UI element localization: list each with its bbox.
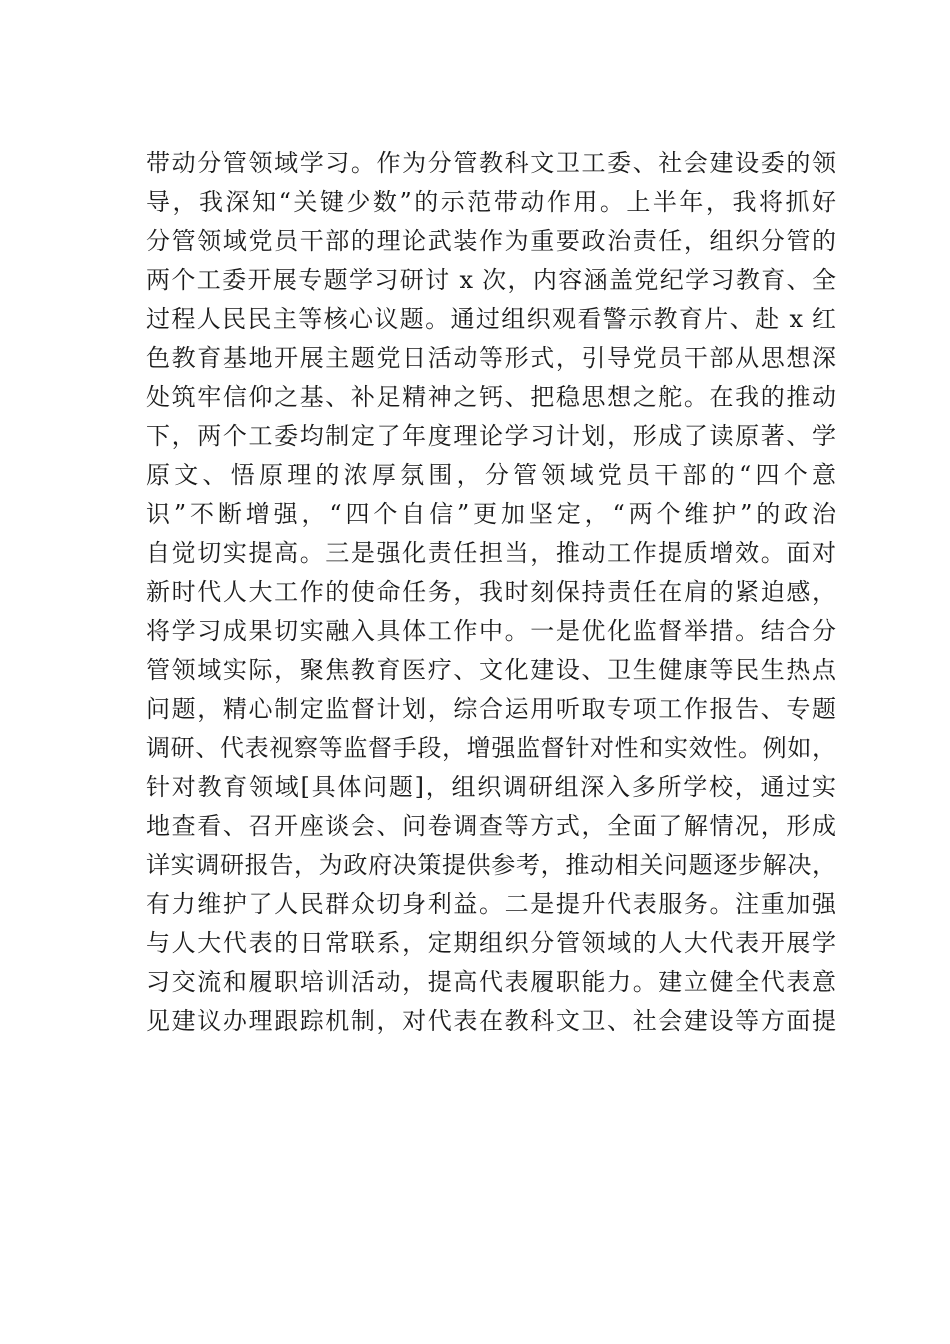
text-line: 问题，精心制定监督计划，综合运用听取专项工作报告、专题 xyxy=(146,695,836,723)
text-line: 新时代人大工作的使命任务，我时刻保持责任在肩的紧迫感， xyxy=(146,578,836,606)
text-line: 色教育基地开展主题党日活动等形式，引导党员干部从思想深 xyxy=(146,344,836,372)
text-line: 自觉切实提高。三是强化责任担当，推动工作提质增效。面对 xyxy=(146,539,836,567)
text-line: 处筑牢信仰之基、补足精神之钙、把稳思想之舵。在我的推动 xyxy=(146,383,836,411)
text-line: 识”不断增强，“四个自信”更加坚定，“两个维护”的政治 xyxy=(146,500,836,528)
text-line: 与人大代表的日常联系，定期组织分管领域的人大代表开展学 xyxy=(146,929,836,957)
text-line: 过程人民民主等核心议题。通过组织观看警示教育片、赴 x 红 xyxy=(146,305,836,333)
text-line: 有力维护了人民群众切身利益。二是提升代表服务。注重加强 xyxy=(146,890,836,918)
body-text xyxy=(146,144,836,1041)
text-line: 地查看、召开座谈会、问卷调查等方式，全面了解情况，形成 xyxy=(146,812,836,840)
text-line: 见建议办理跟踪机制，对代表在教科文卫、社会建设等方面提 xyxy=(146,1007,836,1035)
text-line: 两个工委开展专题学习研讨 x 次，内容涵盖党纪学习教育、全 xyxy=(146,266,836,294)
text-line: 调研、代表视察等监督手段，增强监督针对性和实效性。例如， xyxy=(146,734,836,762)
text-line: 导，我深知“关键少数”的示范带动作用。上半年，我将抓好 xyxy=(146,188,836,216)
text-line: 原文、悟原理的浓厚氛围，分管领域党员干部的“四个意 xyxy=(146,461,836,489)
text-line: 针对教育领域[具体问题]，组织调研组深入多所学校，通过实 xyxy=(146,773,836,801)
text-line: 带动分管领域学习。作为分管教科文卫工委、社会建设委的领 xyxy=(146,149,836,177)
text-line: 分管领域党员干部的理论武装作为重要政治责任，组织分管的 xyxy=(146,227,836,255)
text-line: 将学习成果切实融入具体工作中。一是优化监督举措。结合分 xyxy=(146,617,836,645)
text-line: 管领域实际，聚焦教育医疗、文化建设、卫生健康等民生热点 xyxy=(146,656,836,684)
text-line: 习交流和履职培训活动，提高代表履职能力。建立健全代表意 xyxy=(146,968,836,996)
text-line: 详实调研报告，为政府决策提供参考，推动相关问题逐步解决， xyxy=(146,851,836,879)
text-line: 下，两个工委均制定了年度理论学习计划，形成了读原著、学 xyxy=(146,422,836,450)
